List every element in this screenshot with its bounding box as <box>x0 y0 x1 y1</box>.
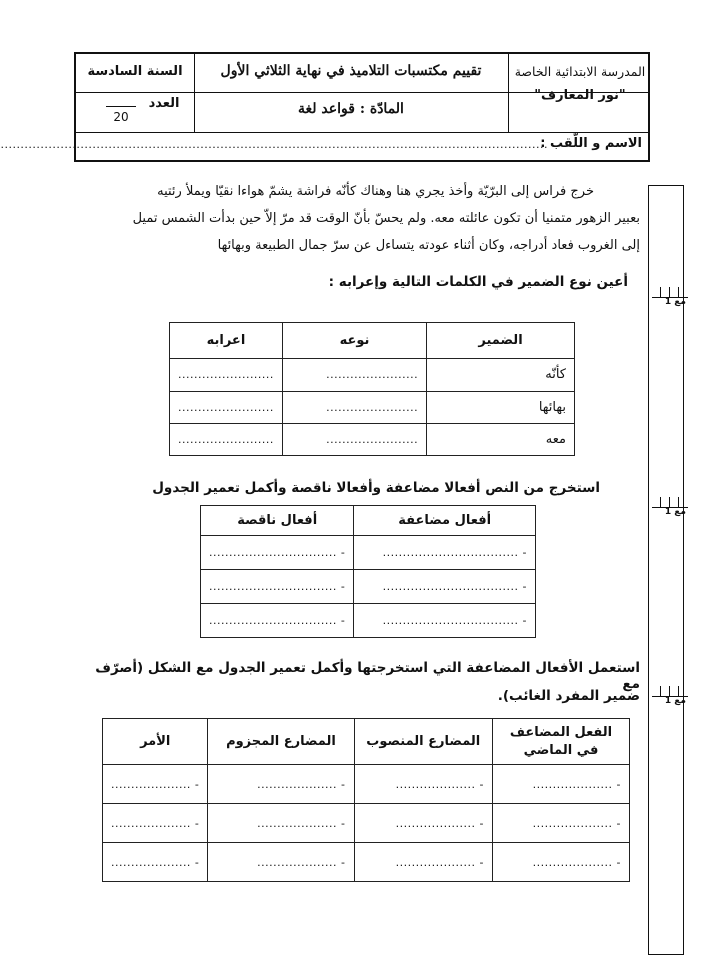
table-row <box>103 843 630 882</box>
q2-doubled-field[interactable]: - .................................. <box>354 536 536 570</box>
table-row <box>201 570 536 604</box>
q3-header-subjunctive: المضارع المنصوب <box>354 719 493 765</box>
q1-parse-field[interactable]: ........................ <box>170 359 283 391</box>
q3-subjunctive-field[interactable]: - .................... <box>354 804 493 843</box>
exam-header <box>0 52 650 162</box>
score-box-q3: مع 1 <box>652 686 688 708</box>
q1-header-parse: اعرابه <box>170 323 283 359</box>
q2-doubled-field[interactable]: - .................................. <box>354 570 536 604</box>
q2-defective-field[interactable]: - ................................ <box>201 570 354 604</box>
name-field[interactable]: ......................................................................................................................................... <box>0 138 548 151</box>
score-box-q1: مع 1 <box>652 287 688 309</box>
year-label: السنة السادسة <box>87 64 183 79</box>
q3-jussive-field[interactable]: - .................... <box>208 843 354 882</box>
q1-type-field[interactable]: ....................... <box>282 391 426 423</box>
q1-header-pronoun: الضمير <box>427 323 575 359</box>
q3-subjunctive-field[interactable]: - .................... <box>354 765 493 804</box>
table-row <box>170 391 575 423</box>
table-row <box>170 423 575 455</box>
table-row <box>103 765 630 804</box>
q1-table <box>169 322 575 456</box>
q2-table <box>200 505 536 638</box>
q2-defective-field[interactable]: - ................................ <box>201 536 354 570</box>
q3-imperative-field[interactable]: - .................... <box>103 843 208 882</box>
passage-line-2: بعبير الزهور متمنيا أن تكون عائلته معه. ولم يحسّ بأنّ الوقت قد مرّ إلاّ حين بدأت الشمس تميل <box>132 211 640 226</box>
table-row <box>170 359 575 391</box>
q3-table <box>102 718 630 882</box>
q3-past-field[interactable]: - .................... <box>493 804 630 843</box>
exam-title: تقييم مكتسبات التلاميذ في نهاية الثلاثي الأول <box>220 63 482 79</box>
q1-prompt: أعين نوع الضمير في الكلمات التالية وإعرابه : <box>328 274 628 290</box>
school-name: "نور المعارف" <box>534 88 626 103</box>
header-row-3 <box>0 132 648 160</box>
q1-type-field[interactable]: ....................... <box>282 359 426 391</box>
school-label: المدرسة الابتدائية الخاصة <box>514 64 646 79</box>
q3-header-past: الفعل المضاعف في الماضي <box>493 719 630 765</box>
q2-prompt: استخرج من النص أفعالا مضاعفة وأفعالا ناقصة وأكمل تعمير الجدول <box>152 480 600 496</box>
q2-defective-field[interactable]: - ................................ <box>201 604 354 638</box>
q3-past-field[interactable]: - .................... <box>493 765 630 804</box>
score-label: العدد <box>148 96 180 111</box>
passage-line-3: إلى الغروب فعاد أدراجه، وكان أثناء عودته يتساءل عن سرّ جمال الطبيعة وبهائها <box>217 238 640 253</box>
q1-parse-field[interactable]: ........................ <box>170 391 283 423</box>
q2-doubled-field[interactable]: - .................................. <box>354 604 536 638</box>
q3-prompt-line-1: استعمل الأفعال المضاعفة التي استخرجتها وأكمل تعمير الجدول مع الشكل (أصرّف مع <box>95 660 640 692</box>
q3-jussive-field[interactable]: - .................... <box>208 804 354 843</box>
score-box-q2: مع 1 <box>652 497 688 519</box>
q3-subjunctive-field[interactable]: - .................... <box>354 843 493 882</box>
q3-imperative-field[interactable]: - .................... <box>103 765 208 804</box>
q1-word: بهائها <box>427 391 575 423</box>
passage-line-1: خرج فراس إلى البرّيّة وأخذ يجري هنا وهناك كأنّه فراشة يشمّ هواءا نقيّا ويملأ رئتيه <box>157 184 594 199</box>
table-row <box>103 804 630 843</box>
name-label: الاسم و اللّقب : <box>540 136 642 151</box>
q3-past-field[interactable]: - .................... <box>493 843 630 882</box>
q3-jussive-field[interactable]: - .................... <box>208 765 354 804</box>
table-row <box>201 536 536 570</box>
q1-header-type: نوعه <box>282 323 426 359</box>
q2-header-doubled: أفعال مضاعفة <box>354 506 536 536</box>
q1-type-field[interactable]: ....................... <box>282 423 426 455</box>
q3-prompt-line-2: ضمير المفرد الغائب). <box>497 688 640 704</box>
q3-imperative-field[interactable]: - .................... <box>103 804 208 843</box>
table-row <box>201 604 536 638</box>
subject-title: المادّة : قواعد لغة <box>298 101 404 117</box>
q3-header-jussive: المضارع المجزوم <box>208 719 354 765</box>
q1-word: معه <box>427 423 575 455</box>
score-max: 20 <box>113 110 129 124</box>
q1-parse-field[interactable]: ........................ <box>170 423 283 455</box>
header-row-2 <box>76 88 648 133</box>
q1-word: كأنّه <box>427 359 575 391</box>
q3-header-imperative: الأمر <box>103 719 208 765</box>
q2-header-defective: أفعال ناقصة <box>201 506 354 536</box>
